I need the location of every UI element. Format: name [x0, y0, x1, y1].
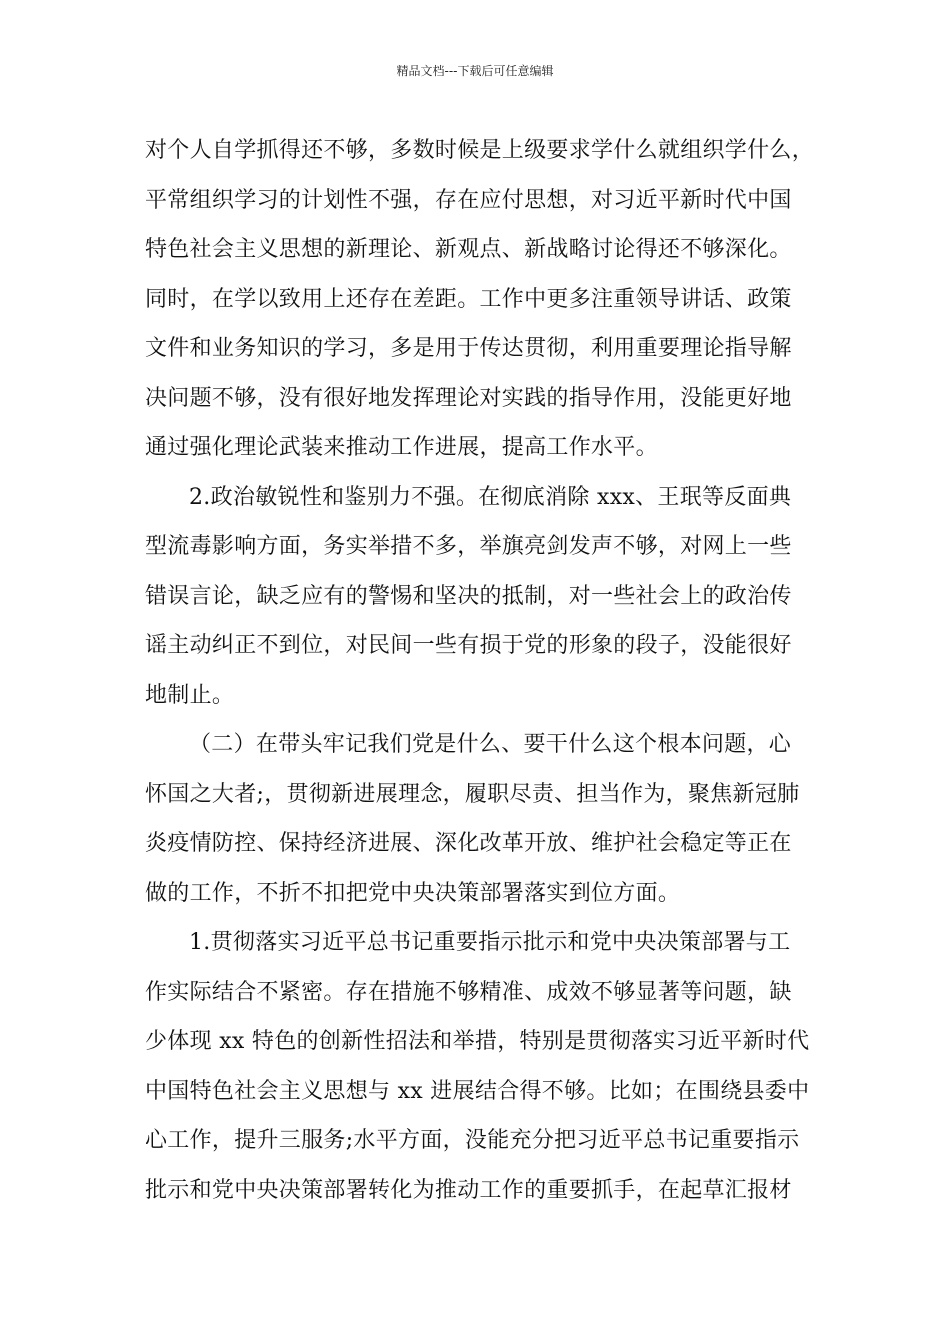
text-line: 心工作，提升三服务;水平方面，没能充分把习近平总书记重要指示: [145, 1128, 800, 1153]
paragraph-section-two: [145, 725, 817, 923]
paragraph-implementation: [145, 923, 817, 1220]
text-line: 批示和党中央决策部署转化为推动工作的重要抓手，在起草汇报材: [145, 1177, 792, 1203]
text-line: 文件和业务知识的学习，多是用于传达贯彻，利用重要理论指导解: [145, 336, 792, 361]
document-body: [145, 131, 817, 1220]
paragraph-theory-study: [145, 131, 817, 478]
text-line: 2.政治敏锐性和鉴别力不强。在彻底消除 xxx、王珉等反面典: [189, 484, 792, 510]
text-line: 同时，在学以致用上还存在差距。工作中更多注重领导讲话、政策: [145, 286, 792, 312]
text-line: 地制止。: [145, 682, 235, 708]
text-line: 怀国之大者;，贯彻新进展理念，履职尽责、担当作为，聚焦新冠肺: [145, 781, 800, 807]
text-line: 谣主动纠正不到位，对民间一些有损于党的形象的段子，没能很好: [145, 633, 792, 658]
text-line: （二）在带头牢记我们党是什么、要干什么这个根本问题，心: [189, 732, 792, 757]
text-line: 特色社会主义思想的新理论、新观点、新战略讨论得还不够深化。: [145, 237, 792, 262]
paragraph-political-sensitivity: [145, 478, 817, 726]
text-line: 中国特色社会主义思想与 xx 进展结合得不够。比如；在围绕县委中: [145, 1078, 810, 1104]
text-line: 错误言论，缺乏应有的警惕和坚决的抵制，对一些社会上的政治传: [145, 583, 792, 609]
text-line: 少体现 xx 特色的创新性招法和举措，特别是贯彻落实习近平新时代: [145, 1029, 810, 1054]
text-line: 做的工作，不折不扣把党中央决策部署落实到位方面。: [145, 880, 681, 906]
text-line: 通过强化理论武装来推动工作进展，提高工作水平。: [145, 435, 658, 460]
text-line: 作实际结合不紧密。存在措施不够精准、成效不够显著等问题，缺: [145, 979, 792, 1005]
text-line: 平常组织学习的计划性不强，存在应付思想，对习近平新时代中国: [145, 187, 792, 213]
text-line: 型流毒影响方面，务实举措不多，举旗亮剑发声不够，对网上一些: [145, 534, 792, 559]
text-line: 1.贯彻落实习近平总书记重要指示批示和党中央决策部署与工: [189, 930, 791, 955]
page-header: 精品文档---下载后可任意编辑: [396, 64, 554, 78]
text-line: 对个人自学抓得还不够，多数时候是上级要求学什么就组织学什么，: [145, 138, 815, 163]
text-line: 决问题不够，没有很好地发挥理论对实践的指导作用，没能更好地: [145, 385, 792, 411]
text-line: 炎疫情防控、保持经济进展、深化改革开放、维护社会稳定等正在: [145, 831, 792, 856]
